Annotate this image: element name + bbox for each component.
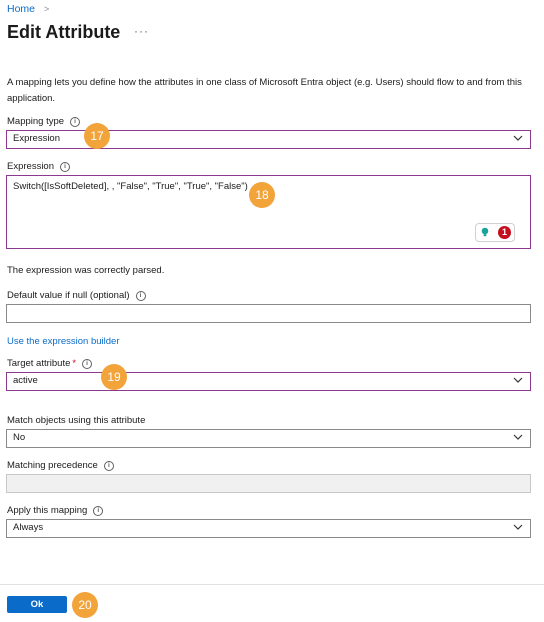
default-value-input[interactable]: [6, 304, 531, 323]
parse-status: The expression was correctly parsed.: [7, 265, 165, 276]
mapping-type-label-text: Mapping type: [7, 116, 65, 127]
target-attribute-label-text: Target attribute: [7, 358, 71, 369]
match-objects-value: No: [13, 432, 26, 443]
apply-mapping-value: Always: [13, 522, 44, 533]
chevron-down-icon: [513, 375, 523, 385]
matching-precedence-input: [6, 474, 531, 493]
page-title: Edit Attribute: [7, 22, 121, 42]
info-icon[interactable]: i: [60, 162, 70, 172]
expression-builder-link[interactable]: Use the expression builder: [7, 336, 120, 347]
footer-divider: [0, 584, 544, 585]
chevron-down-icon: [513, 133, 523, 143]
info-icon[interactable]: i: [104, 461, 114, 471]
target-attribute-label: [7, 358, 92, 369]
chevron-down-icon: [513, 522, 523, 532]
apply-mapping-label-text: Apply this mapping: [7, 505, 88, 516]
callout-badge: 20: [72, 592, 98, 618]
required-marker: *: [72, 358, 77, 369]
ok-button[interactable]: Ok: [7, 596, 67, 613]
apply-mapping-dropdown[interactable]: [6, 519, 531, 538]
callout-badge: 17: [84, 123, 110, 149]
callout-badge: 18: [249, 182, 275, 208]
target-attribute-value: active: [13, 375, 38, 386]
matching-precedence-label-text: Matching precedence: [7, 460, 98, 471]
breadcrumb-separator: >: [43, 4, 50, 14]
breadcrumb: [7, 3, 49, 15]
expression-label-text: Expression: [7, 161, 54, 172]
chevron-down-icon: [513, 432, 523, 442]
callout-badge: 19: [101, 364, 127, 390]
default-value-label-text: Default value if null (optional): [7, 290, 130, 301]
error-count-badge: 1: [498, 226, 511, 239]
info-icon[interactable]: i: [82, 359, 92, 369]
expression-feedback-pill[interactable]: [475, 223, 515, 242]
expression-value: Switch([IsSoftDeleted], , "False", "True", "True", "False"): [13, 181, 248, 192]
mapping-type-value: Expression: [13, 133, 60, 144]
mapping-description: A mapping lets you define how the attributes in one class of Microsoft Entra object (e.g. Users) should flow to and from this application.: [7, 77, 522, 104]
mapping-type-label: [7, 116, 80, 127]
lightbulb-icon: [480, 227, 490, 237]
match-objects-label: Match objects using this attribute: [7, 415, 146, 426]
more-options-icon[interactable]: ···: [134, 24, 149, 38]
apply-mapping-label: [7, 505, 103, 516]
info-icon[interactable]: i: [136, 291, 146, 301]
target-attribute-dropdown[interactable]: [6, 372, 531, 391]
breadcrumb-home-link[interactable]: Home: [7, 3, 36, 15]
matching-precedence-label: [7, 460, 114, 471]
expression-label: [7, 161, 70, 172]
info-icon[interactable]: i: [70, 117, 80, 127]
match-objects-dropdown[interactable]: [6, 429, 531, 448]
default-value-label: [7, 290, 146, 301]
info-icon[interactable]: i: [93, 506, 103, 516]
